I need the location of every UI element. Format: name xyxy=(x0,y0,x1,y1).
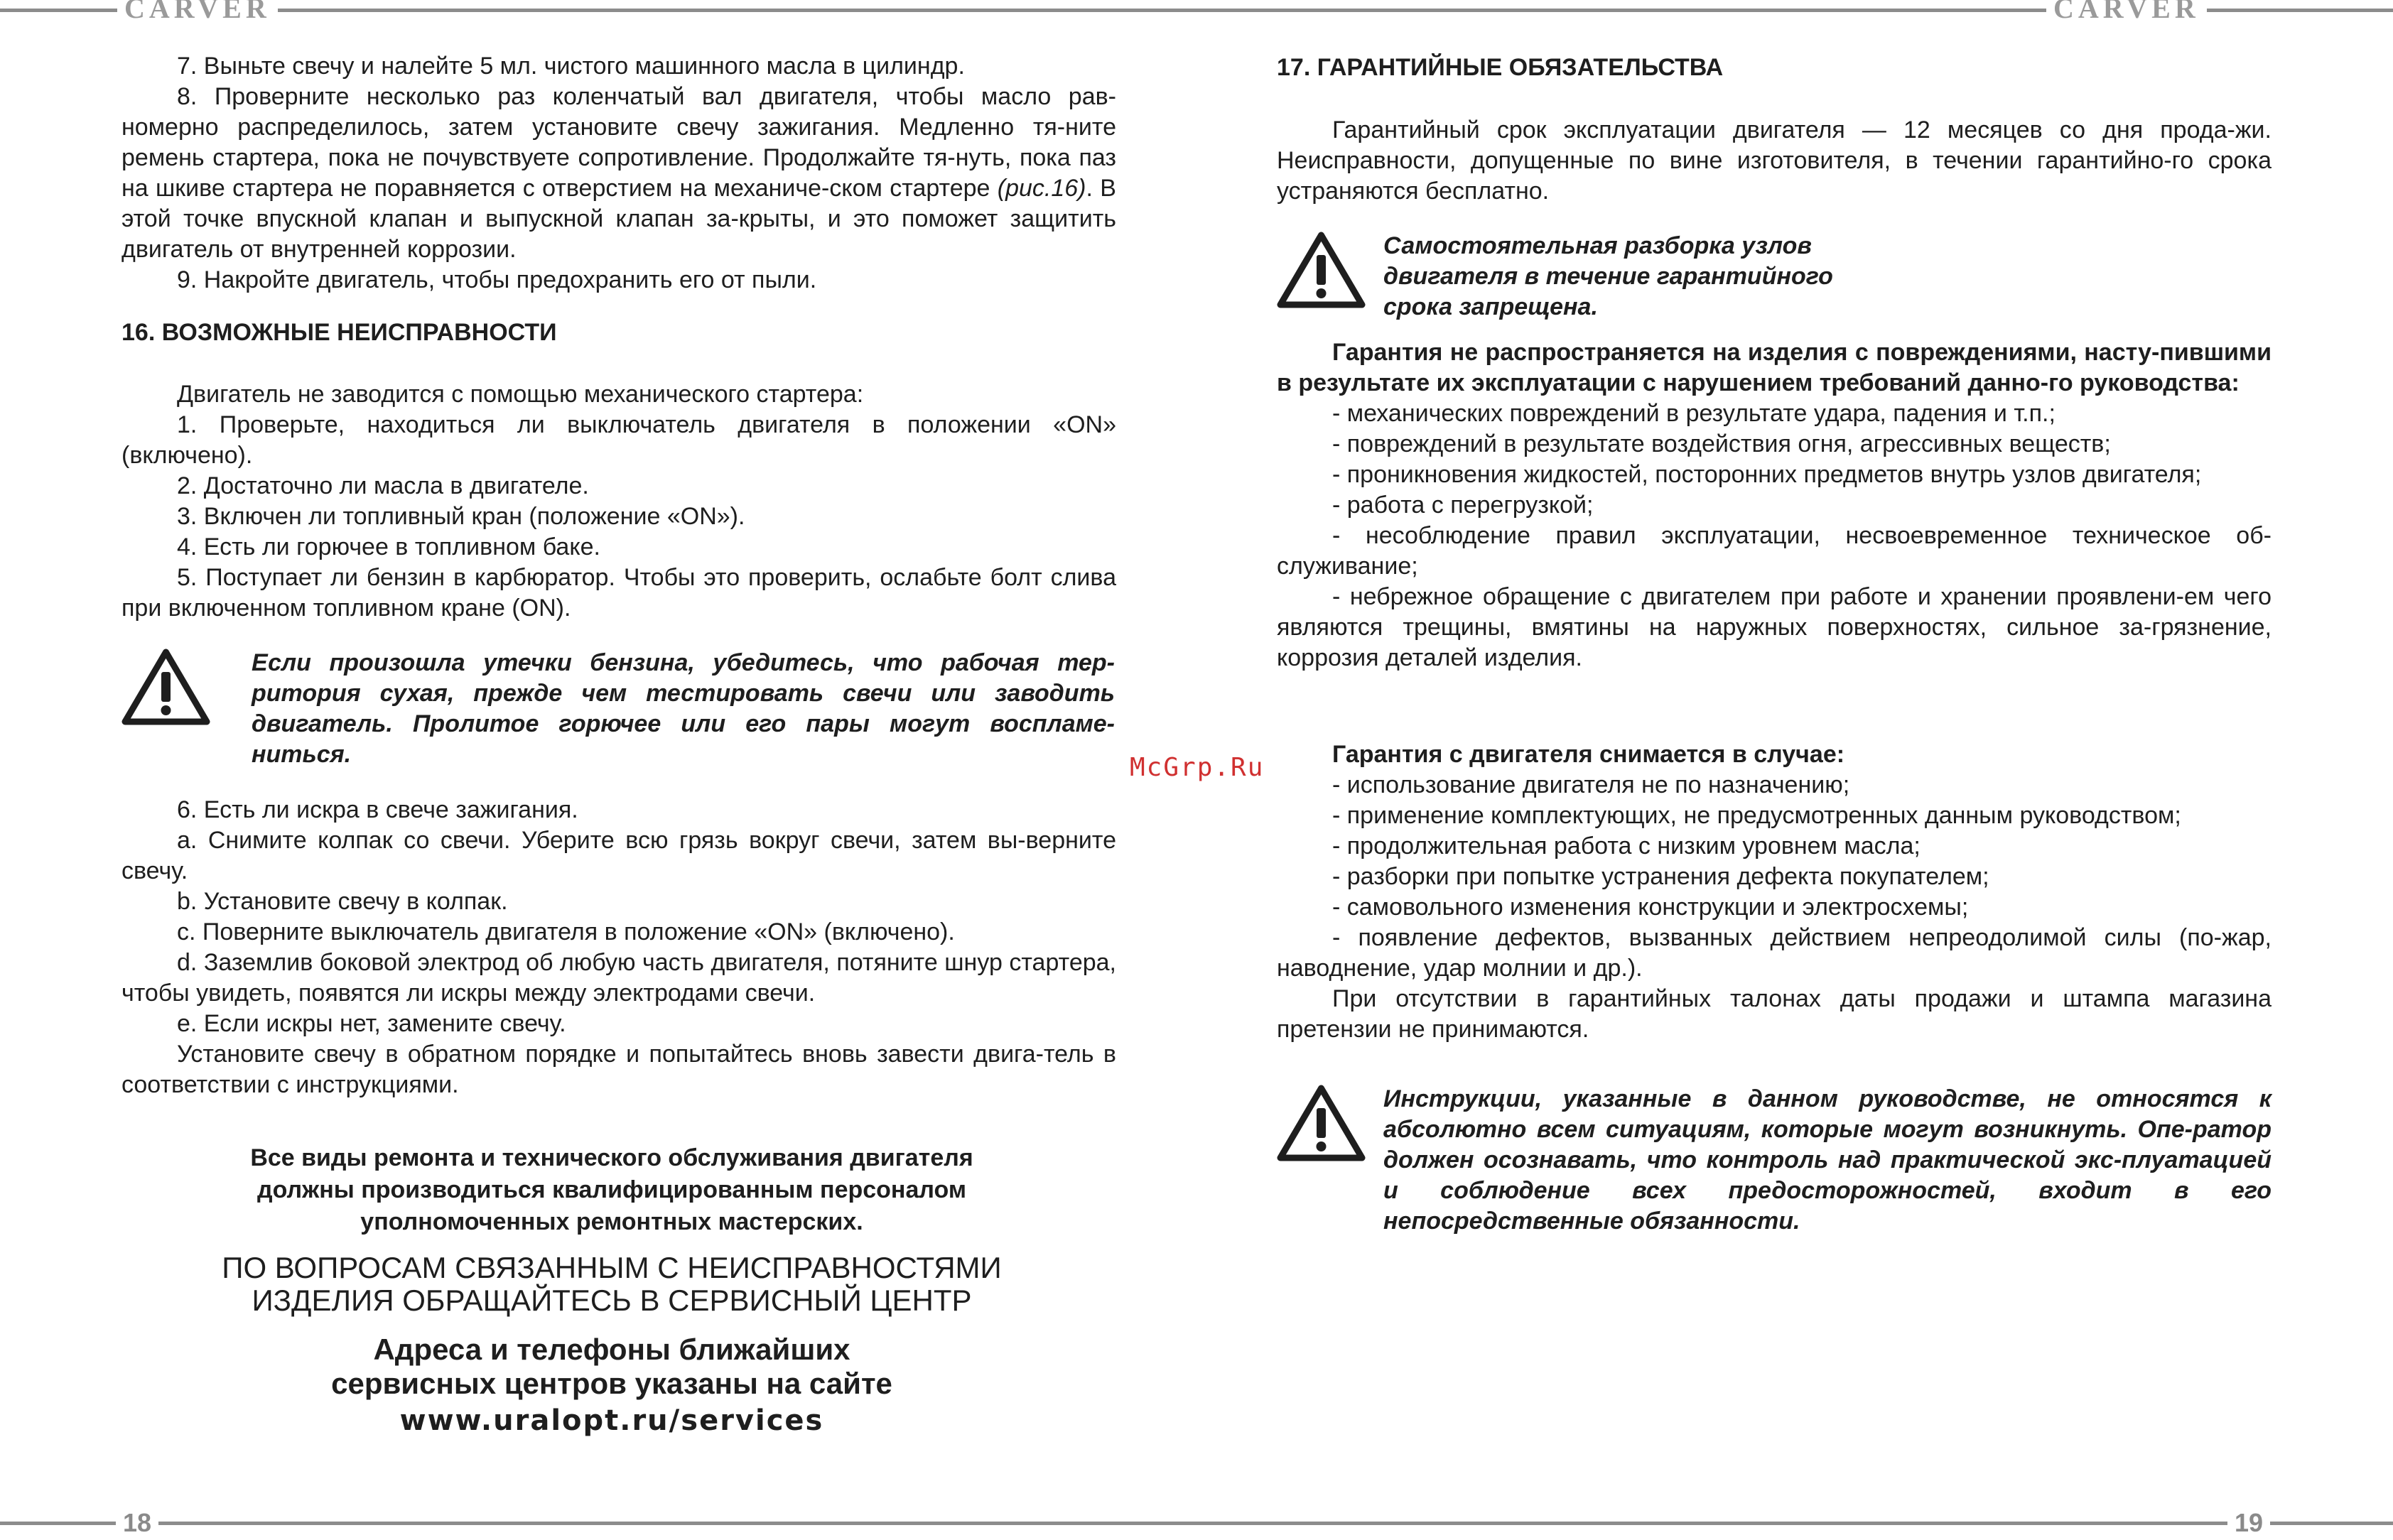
list-item: - продолжительная работа с низким уровнем масла; xyxy=(1332,833,1921,860)
list-item: - несоблюдение правил эксплуатации, несвоевременное техническое об-служивание; xyxy=(1277,522,2272,580)
service-center-caps xyxy=(121,1252,1102,1317)
list-item: Двигатель не заводится с помощью механического стартера: xyxy=(177,381,864,408)
list-item: - механических повреждений в результате удара, падения и т.п.; xyxy=(1332,400,2056,427)
page-number-left: 18 xyxy=(116,1506,158,1540)
service-line: Все виды ремонта и технического обслуживания двигателя xyxy=(250,1144,973,1171)
list-item: 2. Достаточно ли масла в двигателе. xyxy=(177,472,589,499)
service-address xyxy=(121,1333,1102,1441)
list-item: - небрежное обращение с двигателем при работе и хранении проявлени-ем чего являются трещины, вмятины на наружных поверхностях, сильное за-грязнение, коррозия деталей изделия. xyxy=(1277,583,2272,671)
service-line: должны производиться квалифицированным персоналом xyxy=(256,1176,966,1203)
list-item: 5. Поступает ли бензин в карбюратор. Чтобы это проверить, ослабьте болт слива при включенном топливном кране (ON). xyxy=(121,564,1116,622)
list-item: e. Если искры нет, замените свечу. xyxy=(177,1010,566,1037)
address-line: Адреса и телефоны ближайших xyxy=(373,1333,850,1366)
list-item: b. Установите свечу в колпак. xyxy=(177,888,508,915)
list-item: - использование двигателя не по назначению; xyxy=(1332,771,1850,798)
section-16-title: 16. ВОЗМОЖНЫЕ НЕИСПРАВНОСТИ xyxy=(121,319,557,346)
list-item: a. Снимите колпак со свечи. Уберите всю грязь вокруг свечи, затем вы-верните свечу. xyxy=(121,827,1116,884)
step-7: 7. Выньте свечу и налейте 5 мл. чистого машинного масла в цилиндр. xyxy=(177,53,965,80)
list-item: - работа с перегрузкой; xyxy=(1332,492,1594,519)
footer-rule-left xyxy=(0,1522,1196,1525)
warning-text: Инструкции, указанные в данном руководстве, не относятся к абсолютно всем ситуациям, которые могут возникнуть. Опе-ратор должен осознавать, что контроль над практической экс-плуатацией и соблюдение всех предосторожностей, входит в его непосредственные обязанности. xyxy=(1383,1085,2272,1235)
warning-self-disassembly xyxy=(1277,231,2272,322)
footer-rule-right xyxy=(1196,1522,2393,1525)
watermark: McGrp.Ru xyxy=(1130,753,1265,782)
step-8-text: 8. Проверните несколько раз коленчатый вал двигателя, чтобы масло рав-номерно распределилось, затем установите свечу зажигания. Медленно тя-ните ремень стартера, пока не почувствуете сопротивление. Продолжайте тя-нуть, пока паз на шкиве стартера не поравняется с отверстием на механиче-ском стартере xyxy=(121,83,1116,202)
section-16-list xyxy=(121,379,1116,624)
warning-instructions-scope xyxy=(1277,1084,2272,1237)
list-item: 3. Включен ли топливный кран (положение «ON»). xyxy=(177,503,745,530)
page-number-right: 19 xyxy=(2227,1506,2270,1540)
header-rule-right xyxy=(1196,9,2393,12)
step-9: 9. Накройте двигатель, чтобы предохранить его от пыли. xyxy=(177,266,817,293)
carver-logo-left: CARVER xyxy=(117,0,278,23)
list-item: Установите свечу в обратном порядке и попытайтесь вновь завести двига-тель в соответствии с инструкциями. xyxy=(121,1041,1116,1098)
warning-text: Если произошла утечки бензина, убедитесь, что рабочая тер-ритория сухая, прежде чем тестировать свечи или заводить двигатель. Пролитое горючее или его пары могут воспламе-ниться. xyxy=(252,649,1115,768)
section-17-title: 17. ГАРАНТИЙНЫЕ ОБЯЗАТЕЛЬСТВА xyxy=(1277,54,1724,81)
caps-line: ИЗДЕЛИЯ ОБРАЩАЙТЕСЬ В СЕРВИСНЫЙ ЦЕНТР xyxy=(252,1284,972,1317)
address-line: сервисных центров указаны на сайте xyxy=(331,1367,892,1400)
not-covered-title: Гарантия не распространяется на изделия с повреждениями, насту-пившими в результате их эксплуатации с нарушением требований данно-го руководства: xyxy=(1277,339,2272,396)
list-item: c. Поверните выключатель двигателя в положение «ON» (включено). xyxy=(177,918,955,945)
step-8-text-end: . В этой точке впускной клапан и выпускной клапан за-крыты, и это поможет защитить двигатель от внутренней коррозии. xyxy=(121,175,1116,263)
list-item: 6. Есть ли искра в свече зажигания. xyxy=(177,796,578,823)
service-notice xyxy=(121,1142,1102,1238)
list-item: - проникновения жидкостей, посторонних предметов внутрь узлов двигателя; xyxy=(1332,461,2202,488)
intro-steps xyxy=(121,51,1116,295)
list-item: - самовольного изменения конструкции и электросхемы; xyxy=(1332,894,1969,921)
figure-ref: (рис.16) xyxy=(997,175,1086,202)
warning-triangle-icon xyxy=(121,648,210,726)
list-item: d. Заземлив боковой электрод об любую часть двигателя, потяните шнур стартера, чтобы увидеть, появятся ли искры между электродами свечи. xyxy=(121,949,1116,1007)
list-item: 4. Есть ли горючее в топливном баке. xyxy=(177,533,600,560)
warranty-intro-text: Гарантийный срок эксплуатации двигателя — 12 месяцев со дня прода-жи. Неисправности, допущенные по вине изготовителя, в течении гарантийно-го срока устраняются бесплатно. xyxy=(1277,116,2272,205)
carver-logo-right: CARVER xyxy=(2046,0,2207,23)
list-item: 1. Проверьте, находиться ли выключатель двигателя в положении «ON» (включено). xyxy=(121,411,1116,469)
warning-triangle-icon xyxy=(1277,231,1366,309)
not-covered-section xyxy=(1277,337,2272,673)
warranty-intro xyxy=(1277,115,2272,207)
warning-triangle-icon xyxy=(1277,1084,1366,1162)
service-line: уполномоченных ремонтных мастерских. xyxy=(360,1208,863,1235)
list-item: При отсутствии в гарантийных талонах даты продажи и штампа магазина претензии не принимаются. xyxy=(1277,985,2272,1043)
warning-fuel-leak xyxy=(121,648,1116,770)
caps-line: ПО ВОПРОСАМ СВЯЗАННЫМ С НЕИСПРАВНОСТЯМИ xyxy=(222,1251,1002,1284)
list-item: - разборки при попытке устранения дефекта покупателем; xyxy=(1332,863,1989,890)
list-item: - повреждений в результате воздействия огня, агрессивных веществ; xyxy=(1332,430,2111,457)
step-8 xyxy=(121,82,1116,265)
list-item: - появление дефектов, вызванных действием непреодолимой силы (по-жар, наводнение, удар молнии и др.). xyxy=(1277,924,2272,982)
list-item: - применение комплектующих, не предусмотренных данным руководством; xyxy=(1332,802,2181,829)
spark-check-list xyxy=(121,795,1116,1100)
removed-title: Гарантия с двигателя снимается в случае: xyxy=(1332,741,1845,768)
warranty-removed-section xyxy=(1277,739,2272,1045)
warning-text: Самостоятельная разборка узлов двигателя в течение гарантийного срока запрещена. xyxy=(1383,232,1833,320)
service-url[interactable]: www.uralopt.ru/services xyxy=(399,1404,824,1437)
